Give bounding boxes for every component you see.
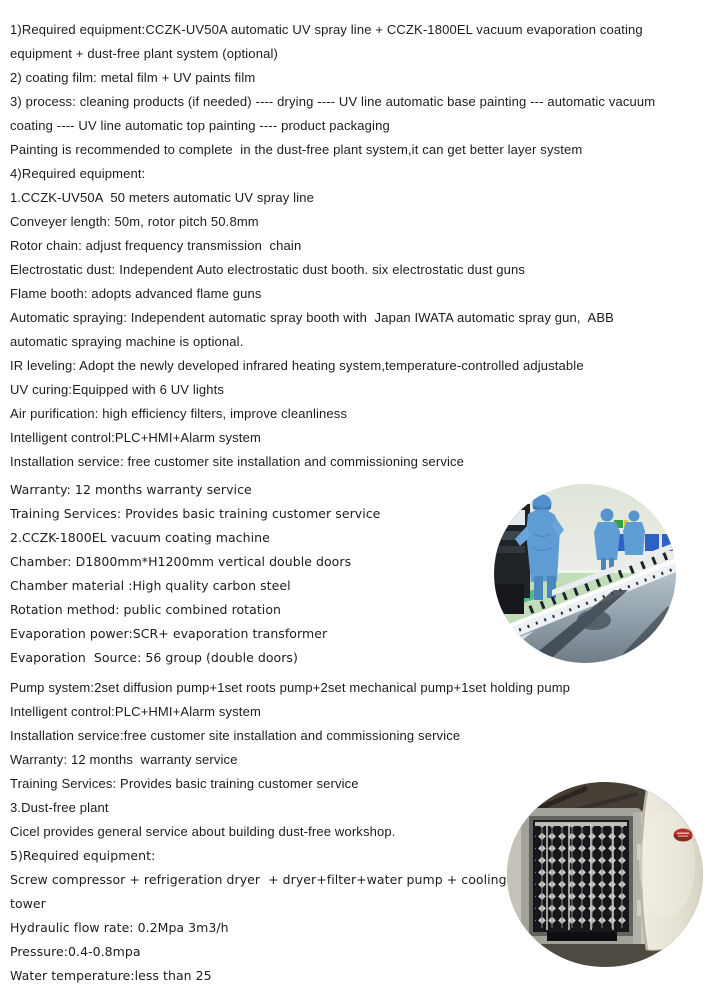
- text-line: Screw compressor + refrigeration dryer + dryer+filter+water pump + cooling: [10, 872, 507, 887]
- text-line: Intelligent control:PLC+HMI+Alarm system: [10, 704, 261, 719]
- text-line: Painting is recommended to complete in the dust-free plant system,it can get better layer system: [10, 142, 583, 157]
- text-line: Installation service:free customer site installation and commissioning service: [10, 728, 461, 743]
- text-line: Conveyer length: 50m, rotor pitch 50.8mm: [10, 214, 259, 229]
- text-line: Intelligent control:PLC+HMI+Alarm system: [10, 430, 261, 445]
- text-line: 3) process: cleaning products (if needed) ---- drying ---- UV line automatic base painting --- automatic vacuum: [10, 94, 656, 109]
- text-line: tower: [10, 896, 46, 911]
- text-line: Installation service: free customer site installation and commissioning service: [10, 454, 465, 469]
- text-line: Pump system:2set diffusion pump+1set roots pump+2set mechanical pump+1set holding pump: [10, 680, 571, 695]
- text-line: Evaporation power:SCR+ evaporation transformer: [10, 626, 328, 641]
- text-line: UV curing:Equipped with 6 UV lights: [10, 382, 225, 397]
- text-line: coating ---- UV line automatic top painting ---- product packaging: [10, 118, 390, 133]
- text-line: 4)Required equipment:: [10, 166, 146, 181]
- text-line: Electrostatic dust: Independent Auto electrostatic dust booth. six electrostatic dust guns: [10, 262, 526, 277]
- text-line: Training Services: Provides basic training customer service: [10, 506, 381, 521]
- vacuum-coating-machine-illustration: [507, 782, 703, 967]
- text-line: 2.CCZK-1800EL vacuum coating machine: [10, 530, 270, 545]
- text-line: Evaporation Source: 56 group (double doors): [10, 650, 298, 665]
- text-line: equipment + dust-free plant system (optional): [10, 46, 278, 61]
- text-line: 1)Required equipment:CCZK-UV50A automatic UV spray line + CCZK-1800EL vacuum evaporation coating: [10, 22, 643, 37]
- text-line: 5)Required equipment:: [10, 848, 156, 863]
- text-line: Rotation method: public combined rotation: [10, 602, 281, 617]
- text-line: Chamber material :High quality carbon steel: [10, 578, 291, 593]
- text-line: Cicel provides general service about building dust-free workshop.: [10, 824, 396, 839]
- uv-spray-line-photo: [494, 484, 676, 663]
- text-line: Chamber: D1800mm*H1200mm vertical double doors: [10, 554, 352, 569]
- text-line: Warranty: 12 months warranty service: [10, 752, 238, 767]
- text-line: Training Services: Provides basic training customer service: [10, 776, 359, 791]
- text-line: Automatic spraying: Independent automatic spray booth with Japan IWATA automatic spray gun, ABB: [10, 310, 614, 325]
- text-line: Pressure:0.4-0.8mpa: [10, 944, 141, 959]
- text-line: 3.Dust-free plant: [10, 800, 109, 815]
- text-line: Hydraulic flow rate: 0.2Mpa 3m3/h: [10, 920, 229, 935]
- text-line: automatic spraying machine is optional.: [10, 334, 244, 349]
- text-line: 1.CCZK-UV50A 50 meters automatic UV spray line: [10, 190, 314, 205]
- uv-spray-line-illustration: [494, 484, 676, 663]
- text-line: Flame booth: adopts advanced flame guns: [10, 286, 262, 301]
- vacuum-coating-machine-photo: [507, 782, 703, 967]
- text-line: 2) coating film: metal film + UV paints film: [10, 70, 256, 85]
- text-line: Rotor chain: adjust frequency transmission chain: [10, 238, 302, 253]
- section-uv-line-specs: [10, 18, 708, 474]
- text-line: IR leveling: Adopt the newly developed infrared heating system,temperature-controlled adjustable: [10, 358, 584, 373]
- text-line: Air purification: high efficiency filters, improve cleanliness: [10, 406, 348, 421]
- text-line: Warranty: 12 months warranty service: [10, 482, 252, 497]
- text-line: Water temperature:less than 25: [10, 968, 212, 983]
